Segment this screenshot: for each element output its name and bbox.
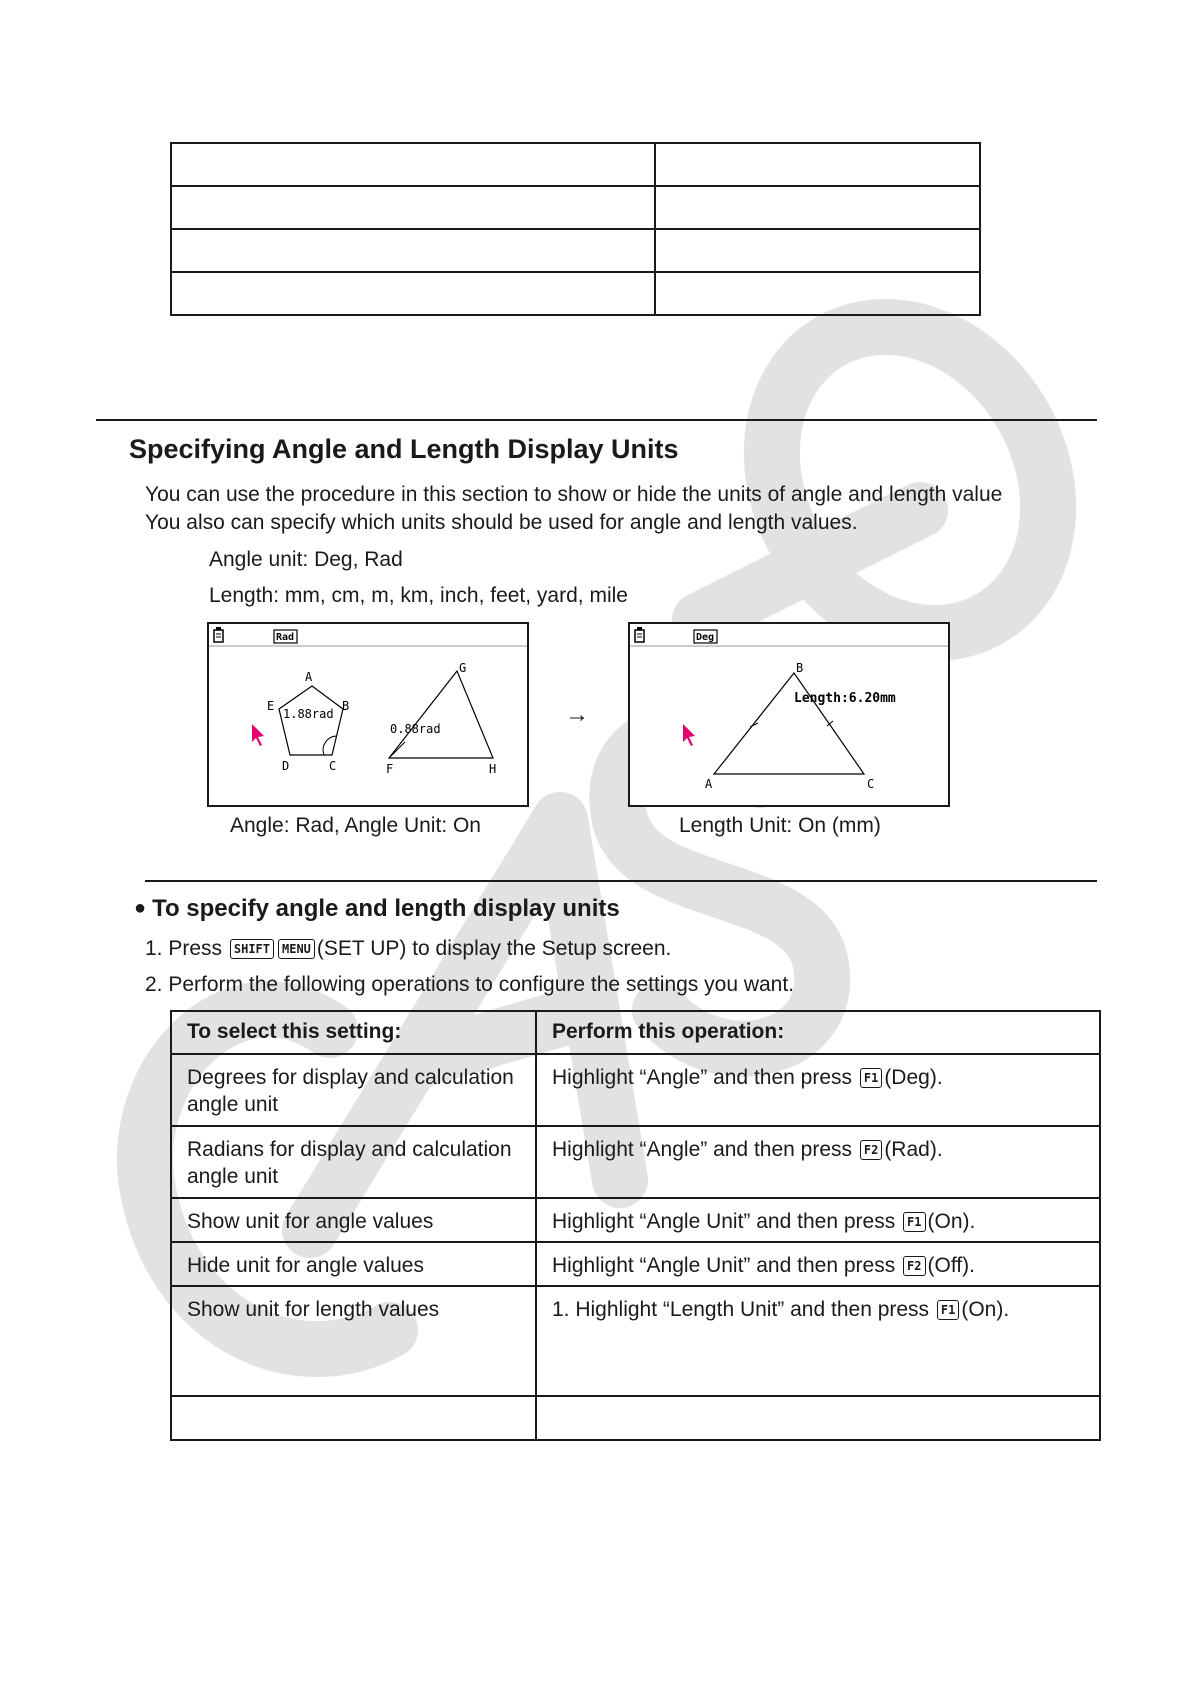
procedure-title: ● To specify angle and length display units — [134, 895, 620, 922]
intro-line-2: You also can specify which units should be used for angle and length values. — [145, 511, 858, 534]
caption-rad: Angle: Rad, Angle Unit: On — [230, 814, 481, 837]
top-table — [170, 142, 981, 316]
angle-measure-2: 0.88rad — [390, 722, 441, 736]
point-label: E — [267, 699, 275, 713]
setting-cell: Hide unit for angle values — [171, 1242, 536, 1286]
menu-key-icon: MENU — [278, 939, 315, 959]
setting-cell: Show unit for angle values — [171, 1198, 536, 1242]
screen-rad — [207, 622, 529, 807]
procedure-rule — [145, 880, 1097, 882]
mode-label: Deg — [696, 632, 715, 643]
table-row — [171, 1126, 1100, 1198]
table-row — [171, 1054, 1100, 1126]
point-label: A — [305, 670, 313, 684]
mode-label: Rad — [276, 632, 295, 643]
operation-cell: Highlight “Angle” and then press F1 (Deg). — [536, 1054, 1100, 1126]
shift-key-icon: SHIFT — [230, 939, 274, 959]
setting-cell: Degrees for display and calculation angle unit — [171, 1054, 536, 1126]
angle-units-text: Angle unit: Deg, Rad — [209, 548, 403, 571]
cursor-icon — [252, 724, 264, 746]
operation-cell: Highlight “Angle Unit” and then press F2 (Off). — [536, 1242, 1100, 1286]
point-label: A — [705, 777, 713, 791]
battery-icon — [214, 627, 223, 642]
intro-line-1: You can use the procedure in this section to show or hide the units of angle and length value — [145, 483, 1003, 506]
length-measure: Length:6.20mm — [794, 691, 896, 706]
operation-cell: Highlight “Angle Unit” and then press F1 (On). — [536, 1198, 1100, 1242]
point-label: G — [459, 661, 467, 675]
point-label: D — [282, 759, 290, 773]
step-1: 1. Press SHIFT MENU (SET UP) to display the Setup screen. — [145, 937, 672, 960]
arrow-icon: → — [565, 701, 589, 728]
point-label: C — [867, 777, 875, 791]
table-row — [171, 1396, 1100, 1440]
section-rule — [96, 419, 1097, 421]
setting-cell — [171, 1396, 536, 1440]
section-title: Specifying Angle and Length Display Units — [129, 434, 679, 464]
f2-key-icon: F2 — [903, 1256, 925, 1276]
f1-key-icon: F1 — [937, 1300, 959, 1320]
f1-key-icon: F1 — [903, 1212, 925, 1232]
f2-key-icon: F2 — [860, 1140, 882, 1160]
table-row — [171, 143, 980, 186]
angle-measure-1: 1.88rad — [283, 707, 334, 721]
battery-icon — [635, 627, 644, 642]
point-label: C — [329, 759, 337, 773]
point-label: B — [342, 699, 350, 713]
settings-table — [170, 1010, 1101, 1441]
table-row — [171, 1198, 1100, 1242]
screen-deg — [628, 622, 950, 807]
operation-cell: Highlight “Angle” and then press F2 (Rad). — [536, 1126, 1100, 1198]
setting-cell: Show unit for length values — [171, 1286, 536, 1396]
table-row — [171, 1242, 1100, 1286]
column-header-operation: Perform this operation: — [536, 1011, 1100, 1054]
setting-cell: Radians for display and calculation angle unit — [171, 1126, 536, 1198]
point-label: F — [386, 762, 394, 776]
table-row — [171, 186, 980, 229]
operation-cell: 1. Highlight “Length Unit” and then press F1 (On). — [536, 1286, 1100, 1396]
bullet-icon: ● — [134, 897, 147, 919]
column-header-setting: To select this setting: — [171, 1011, 536, 1054]
table-row — [171, 229, 980, 272]
table-row — [171, 272, 980, 315]
table-header-row — [171, 1011, 1100, 1054]
cursor-icon — [683, 724, 695, 746]
caption-deg: Length Unit: On (mm) — [679, 814, 881, 837]
operation-cell — [536, 1396, 1100, 1440]
table-row — [171, 1286, 1100, 1396]
point-label: B — [796, 661, 804, 675]
point-label: H — [489, 762, 497, 776]
f1-key-icon: F1 — [860, 1068, 882, 1088]
step-2: 2. Perform the following operations to configure the settings you want. — [145, 973, 795, 996]
length-units-text: Length: mm, cm, m, km, inch, feet, yard, mile — [209, 584, 628, 607]
